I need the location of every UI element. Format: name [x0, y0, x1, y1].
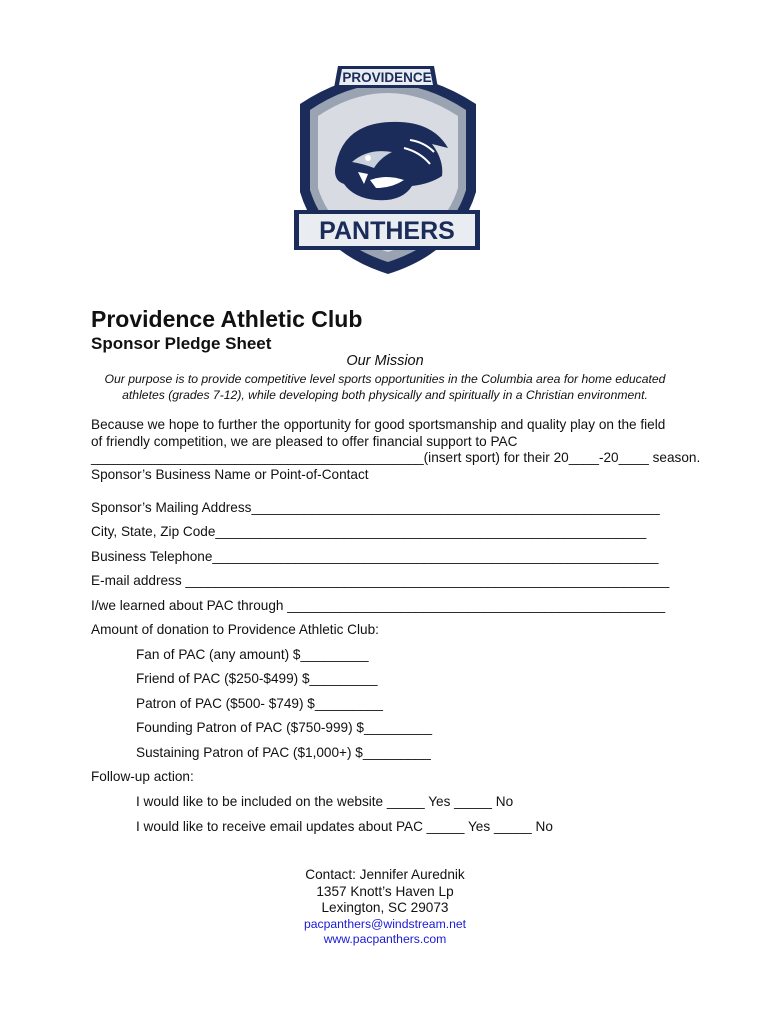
contact-city: Lexington, SC 29073 [321, 900, 449, 915]
learned-about-field[interactable]: I/we learned about PAC through __________________________________________________ [91, 598, 666, 613]
intro-line-2: of friendly competition, we are pleased to offer financial support to PAC [91, 433, 518, 449]
contact-email-link[interactable]: pacpanthers@windstream.net [303, 916, 467, 931]
logo-bottom-text: PANTHERS [319, 217, 455, 245]
panther-shield-icon [272, 52, 502, 278]
donation-amount-label: Amount of donation to Providence Athletic Club: [91, 622, 379, 637]
level-founding-patron[interactable]: Founding Patron of PAC ($750-999) $_________ [136, 720, 433, 735]
level-patron[interactable]: Patron of PAC ($500- $749) $_________ [136, 696, 383, 711]
mission-line-1: Our purpose is to provide competitive level sports opportunities in the Columbia area for home educated [104, 372, 666, 386]
logo-top-text: PROVIDENCE [342, 70, 432, 85]
followup-website-option[interactable]: I would like to be included on the website _____ Yes _____ No [136, 794, 514, 809]
mission-statement [80, 371, 690, 403]
intro-paragraph [91, 417, 701, 483]
contact-block [0, 867, 770, 948]
mission-heading: Our Mission [346, 353, 424, 369]
followup-label: Follow-up action: [91, 769, 194, 784]
business-telephone-field[interactable]: Business Telephone___________________________________________________________ [91, 549, 659, 564]
level-sustaining-patron[interactable]: Sustaining Patron of PAC ($1,000+) $_________ [136, 745, 431, 760]
level-friend[interactable]: Friend of PAC ($250-$499) $_________ [136, 671, 378, 686]
intro-line-sport-blank[interactable]: ____________________________________________(insert sport) for their 20____-20____ season. [91, 450, 701, 465]
sponsor-name-label: Sponsor’s Business Name or Point-of-Contact [91, 466, 369, 482]
panthers-logo [272, 52, 502, 278]
mailing-address-field[interactable]: Sponsor’s Mailing Address______________________________________________________ [91, 500, 660, 515]
page-title: Providence Athletic Club [91, 306, 363, 332]
level-fan[interactable]: Fan of PAC (any amount) $_________ [136, 647, 369, 662]
followup-email-option[interactable]: I would like to receive email updates about PAC _____ Yes _____ No [136, 819, 553, 834]
email-address-field[interactable]: E-mail address ________________________________________________________________ [91, 573, 670, 588]
city-state-zip-field[interactable]: City, State, Zip Code_________________________________________________________ [91, 524, 647, 539]
contact-website-link[interactable]: www.pacpanthers.com [323, 932, 447, 946]
contact-street: 1357 Knott’s Haven Lp [316, 883, 454, 899]
mission-line-2: athletes (grades 7-12), while developing both physically and spiritually in a Christian environment. [122, 388, 648, 402]
intro-line-1: Because we hope to further the opportunity for good sportsmanship and quality play on the field [91, 417, 666, 432]
page-subtitle: Sponsor Pledge Sheet [91, 334, 272, 353]
contact-name: Contact: Jennifer Aurednik [305, 867, 465, 882]
